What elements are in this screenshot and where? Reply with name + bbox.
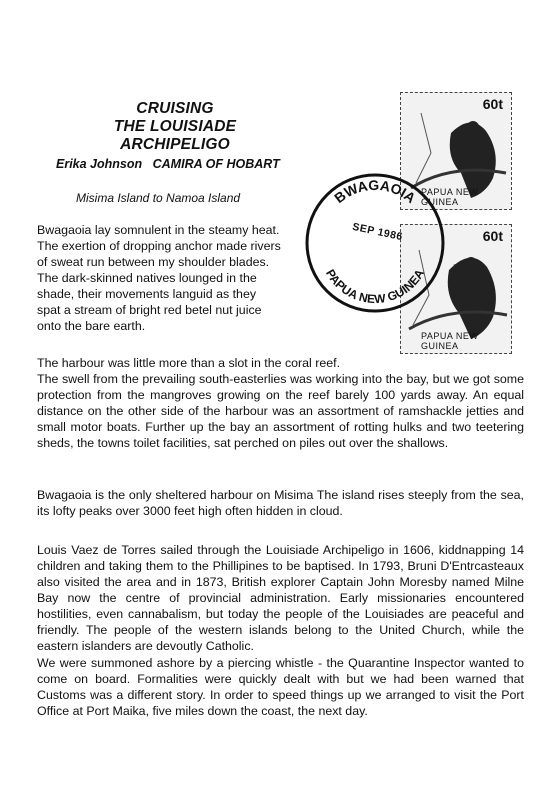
paragraph-2-body: The swell from the prevailing south-easterlies was working into the bay, but we got some protection from the mangroves growing on the reef barely 100 yards away. An equal distance on the other side of the harbour was an assortment of ramshackle jetties and small motor boats. Further up the bay an assortment of rotting hulks and two teetering sheds, the towns toilet facilities, sat perched on piles out over the shallows. — [37, 372, 524, 450]
byline — [56, 157, 280, 171]
paragraph-1-line: shade, their movements languid as they — [37, 287, 257, 301]
boat-name: CAMIRA OF HOBART — [152, 157, 280, 171]
postmark-place: BWAGAOIA — [331, 176, 419, 207]
postmark-country: PAPUA NEW GUINEA — [322, 266, 428, 307]
title-line-1: CRUISING — [136, 100, 214, 117]
stamp-country: PAPUA NEW GUINEA — [421, 187, 479, 207]
paragraph-1 — [37, 222, 305, 334]
paragraph-2 — [37, 355, 524, 451]
paragraph-1-line: Bwagaoia lay somnulent in the steamy heat. — [37, 223, 280, 237]
paragraph-4: Louis Vaez de Torres sailed through the Louisiade Archipeligo in 1606, kiddnapping 14 children and taking them to the Phillipines to be baptised. In 1793, Bruni D'Entrcasteaux also visited the area and in 1873, British explorer Captain John Moresby named Milne Bay now the centre of provincial administration. Early missionaries encountered hostilities, even cannabalism, but today the people of the Louisiades are peaceful and friendly. The people of the western islands belong to the United Church, while the eastern islanders are devoutly Catholic. — [37, 543, 524, 653]
paragraph-2-first-line: The harbour was little more than a slot in the coral reef. — [37, 356, 341, 370]
postmark-date: SEP 1986 — [351, 220, 404, 244]
stamp-value: 60t — [482, 96, 503, 112]
paragraph-1-line: onto the bare earth. — [37, 319, 146, 333]
paragraph-1-line: spat a stream of bright red betel nut juice — [37, 303, 262, 317]
postmark — [300, 168, 450, 318]
paragraph-1-line: The exertion of dropping anchor made rivers — [37, 239, 281, 253]
paragraph-1-line: The dark-skinned natives lounged in the — [37, 271, 257, 285]
title-line-2: THE LOUISIADE ARCHIPELIGO — [113, 118, 237, 153]
paragraph-1-line: of sweat run between my shoulder blades. — [37, 255, 270, 269]
stamp-country: PAPUA NEW GUINEA — [421, 331, 479, 351]
stamp-value: 60t — [482, 228, 503, 244]
route-subtitle: Misima Island to Namoa Island — [76, 191, 241, 205]
author-name: Erika Johnson — [56, 157, 143, 171]
paragraph-3: Bwagaoia is the only sheltered harbour on Misima The island rises steeply from the sea, its lofty peaks over 3000 feet high often hidden in cloud. — [37, 488, 524, 518]
paragraph-5: We were summoned ashore by a piercing whistle - the Quarantine Inspector wanted to come on board. Formalities were quickly dealt with but we had been warned that Customs was a different story. In order to speed things up we arranged to visit the Port Office at Port Maika, five miles down the coast, the next day. — [37, 656, 524, 718]
